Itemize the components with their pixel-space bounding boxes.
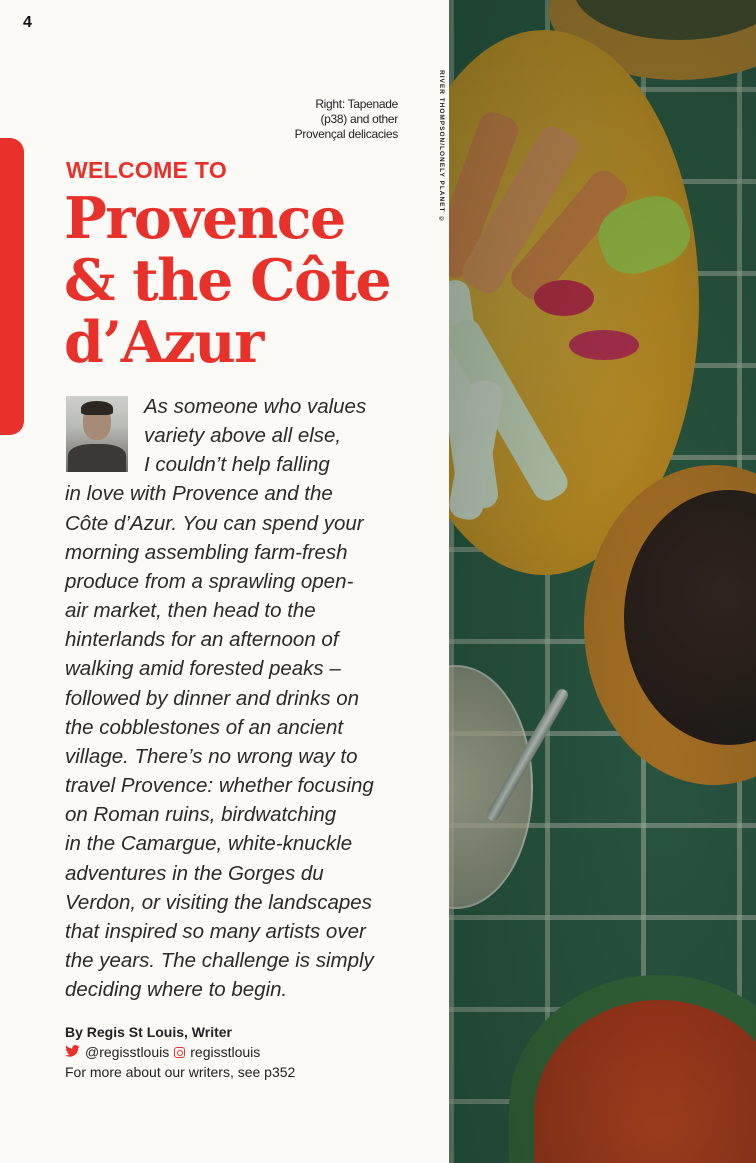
title-line: & the Côte bbox=[64, 247, 391, 314]
page-number: 4 bbox=[23, 14, 32, 31]
intro-line: Côte d’Azur. You can spend your bbox=[65, 511, 364, 535]
page-title bbox=[64, 185, 391, 376]
caption-line: Right: Tapenade bbox=[315, 97, 398, 111]
intro-line: in love with Provence and the bbox=[65, 482, 333, 506]
caption-line: Provençal delicacies bbox=[294, 127, 398, 141]
photo-caption bbox=[295, 97, 398, 142]
title-line: Provence bbox=[64, 185, 345, 252]
intro-line: walking amid forested peaks – bbox=[65, 657, 341, 681]
intro-line: variety above all else, bbox=[144, 424, 342, 448]
kicker: WELCOME TO bbox=[66, 157, 228, 183]
intro-text bbox=[65, 392, 374, 1004]
caption-line: (p38) and other bbox=[320, 112, 398, 126]
twitter-icon bbox=[65, 1042, 80, 1062]
instagram-handle: regisstlouis bbox=[190, 1044, 261, 1060]
instagram-icon bbox=[174, 1047, 185, 1058]
author-name: By Regis St Louis, Writer bbox=[65, 1024, 232, 1040]
intro-line: followed by dinner and drinks on bbox=[65, 686, 360, 710]
title-line: d’Azur bbox=[64, 309, 263, 376]
intro-line: travel Provence: whether focusing bbox=[65, 774, 374, 798]
intro-line: air market, then head to the bbox=[65, 599, 316, 623]
chapter-tab bbox=[0, 138, 24, 435]
intro-line: that inspired so many artists over bbox=[65, 919, 366, 943]
intro-line: in the Camargue, white-knuckle bbox=[65, 832, 353, 856]
byline bbox=[65, 1022, 295, 1082]
food-photo bbox=[449, 0, 756, 1163]
writers-reference: For more about our writers, see p352 bbox=[65, 1064, 296, 1080]
intro-line: village. There’s no wrong way to bbox=[65, 744, 358, 768]
intro-line: the years. The challenge is simply bbox=[65, 948, 374, 972]
intro-line: Verdon, or visiting the landscapes bbox=[65, 890, 372, 914]
intro-line: on Roman ruins, birdwatching bbox=[65, 803, 337, 827]
intro-line: morning assembling farm-fresh bbox=[65, 540, 348, 564]
intro-line: deciding where to begin. bbox=[65, 978, 288, 1002]
twitter-handle: @regisstlouis bbox=[85, 1044, 170, 1060]
intro-line: adventures in the Gorges du bbox=[65, 861, 324, 885]
photo-credit: RIVER THOMPSON/LONELY PLANET © bbox=[438, 70, 445, 224]
intro-line: the cobblestones of an ancient bbox=[65, 715, 344, 739]
intro-line: hinterlands for an afternoon of bbox=[65, 628, 339, 652]
intro-line: produce from a sprawling open- bbox=[65, 569, 354, 593]
intro-line: As someone who values bbox=[144, 395, 367, 418]
intro-line: I couldn’t help falling bbox=[144, 453, 330, 477]
